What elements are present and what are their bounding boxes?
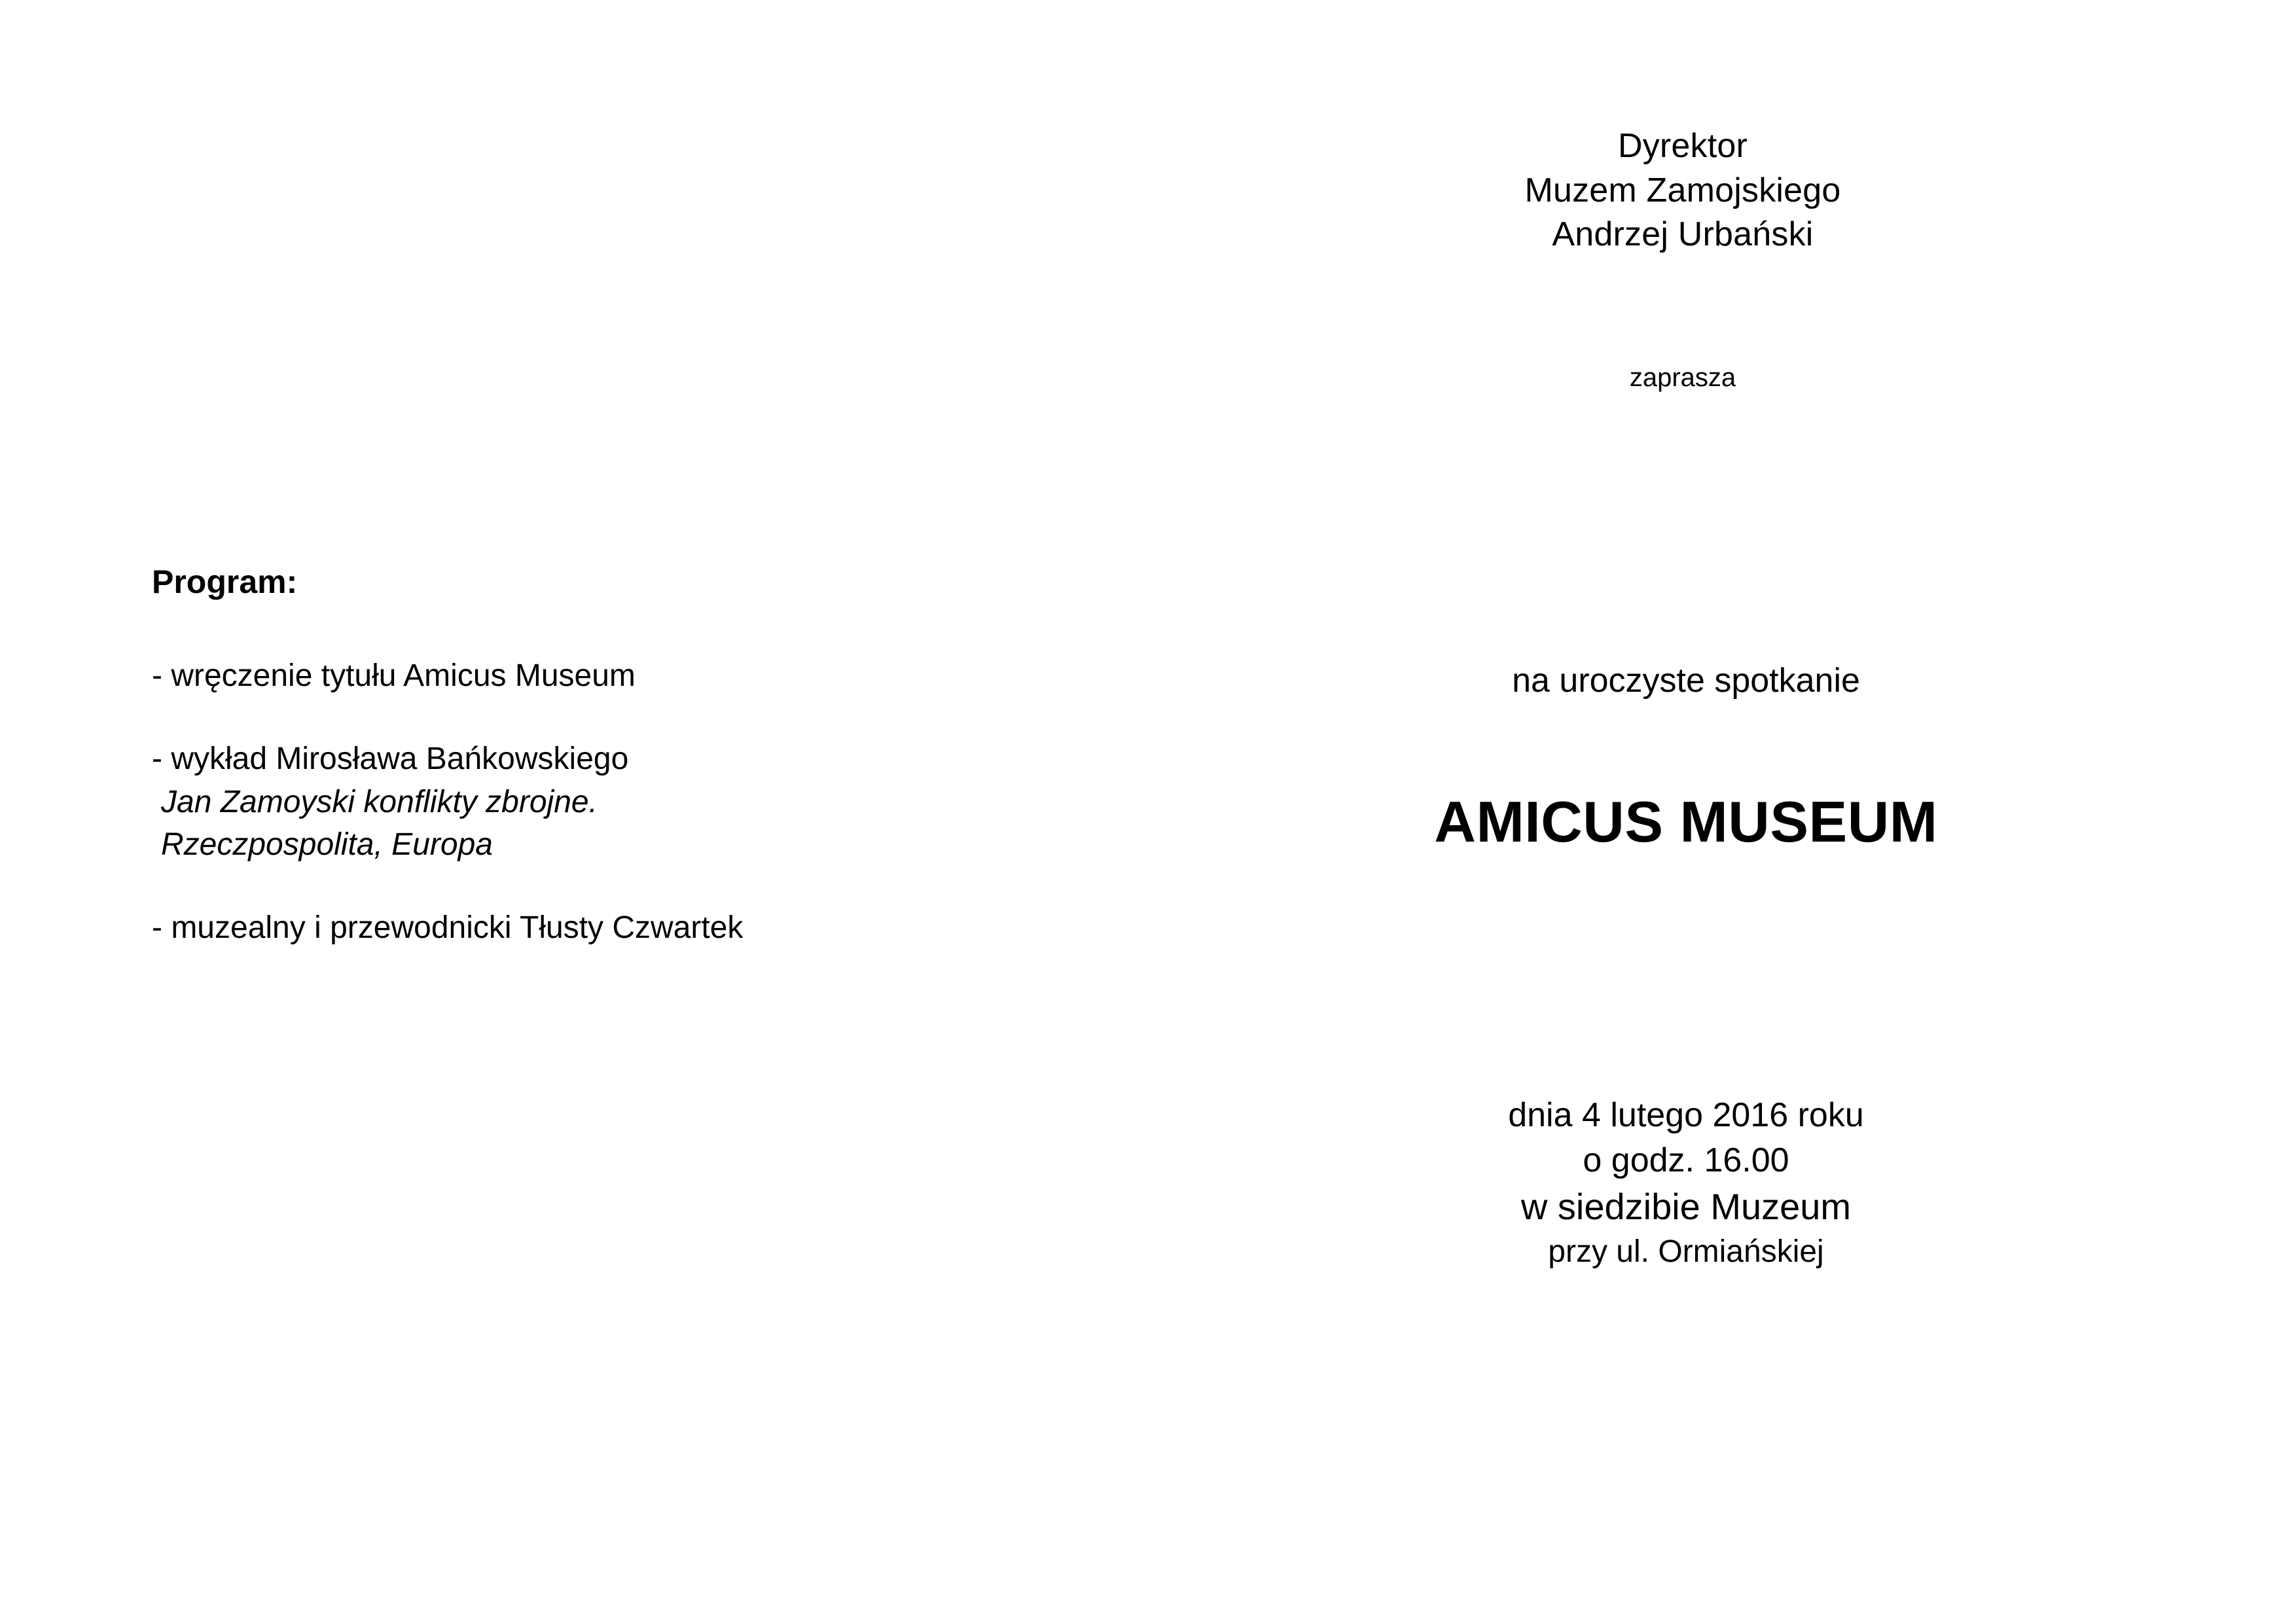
event-venue: w siedzibie Muzeum xyxy=(1520,1186,1852,1228)
event-address: przy ul. Ormiańskiej xyxy=(1548,1234,1824,1270)
event-date: dnia 4 lutego 2016 roku xyxy=(1508,1096,1864,1134)
program-item-subtitle: Jan Zamoyski konflikty zbrojne. xyxy=(161,784,598,819)
event-details xyxy=(1148,1093,2224,1273)
program-heading: Program: xyxy=(152,563,298,600)
program-item-subtitle-continued: Rzeczpospolita, Europa xyxy=(161,827,493,862)
host-institution: Muzem Zamojskiego xyxy=(1524,171,1841,209)
event-title: AMICUS MUSEUM xyxy=(1434,789,1938,854)
program-item-text: - muzealny i przewodnicki Tłusty Czwartek xyxy=(152,910,744,946)
program-list xyxy=(152,654,1068,949)
invite-verb: zaprasza xyxy=(1629,363,1736,392)
list-item xyxy=(152,738,1068,866)
program-item-text: - wręczenie tytułu Amicus Museum xyxy=(152,658,636,693)
host-role: Dyrektor xyxy=(1617,127,1748,165)
host-person: Andrzej Urbański xyxy=(1552,215,1814,254)
list-item xyxy=(152,906,1068,949)
host-block xyxy=(1148,124,2217,257)
invitation-column xyxy=(1148,0,2296,1623)
event-time: o godz. 16.00 xyxy=(1583,1141,1789,1179)
program-item-text: - wykład Mirosława Bańkowskiego xyxy=(152,741,629,777)
occasion-text: na uroczyste spotkanie xyxy=(1512,662,1860,700)
list-item xyxy=(152,654,1068,697)
